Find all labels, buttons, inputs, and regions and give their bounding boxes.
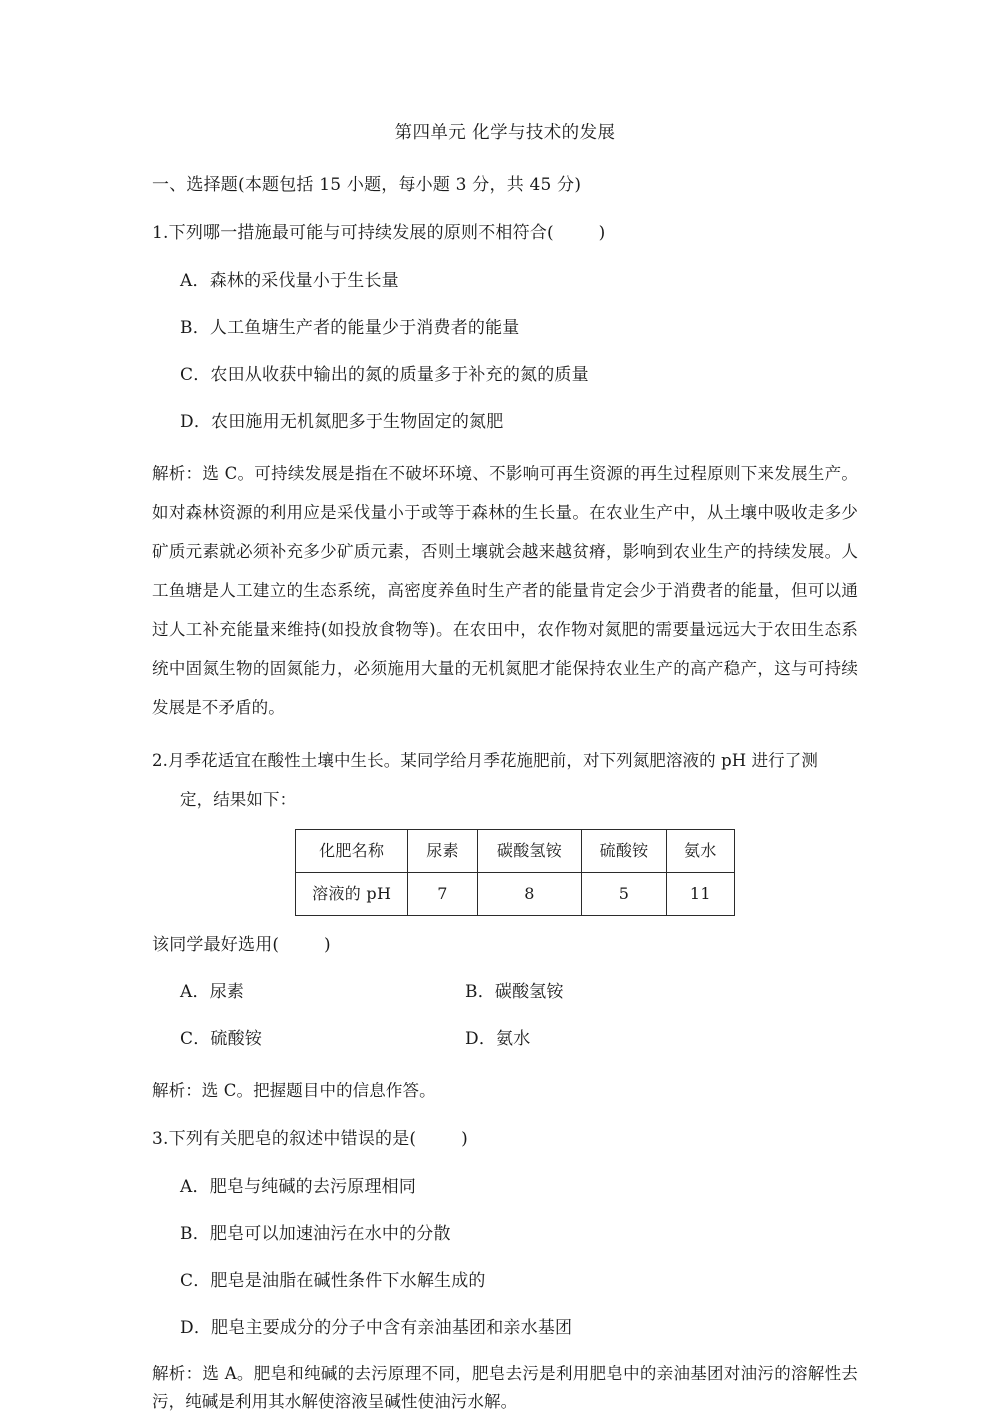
question-2-stem-line-2: 定，结果如下： [180,790,297,809]
question-3-explanation: 解析：选 A。肥皂和纯碱的去污原理不同，肥皂去污是利用肥皂中的亲油基团对油污的溶解性去污，纯碱是利用其水解使溶液呈碱性使油污水解。 [152,1364,858,1411]
question-1-option-b[interactable] [152,313,858,343]
question-2-options-row-2 [152,1024,858,1054]
option-text: 尿素 [209,982,245,1002]
fertilizer-ph-table [295,829,735,916]
section-heading: 一、选择题(本题包括 15 小题，每小题 3 分，共 45 分) [152,175,582,195]
option-marker: C． [180,365,211,385]
table-row-fertilizer-names [296,830,735,873]
option-text: 氨水 [496,1029,531,1049]
option-marker: A． [180,271,210,291]
page-title: 第四单元 化学与技术的发展 [394,123,616,143]
option-text: 农田从收获中输出的氮的质量多于补充的氮的质量 [210,365,589,385]
option-marker: B． [180,318,210,338]
question-2-option-a[interactable] [180,977,465,1007]
question-1-stem: 1.下列哪一措施最可能与可持续发展的原则不相符合( ) [152,223,606,243]
cell-fertilizer-1: 尿素 [408,830,477,873]
document-content [152,118,858,1426]
table-row-ph-values [296,873,735,916]
question-2-prompt: 该同学最好选用( ) [152,935,331,955]
option-text: 肥皂主要成分的分子中含有亲油基团和亲水基团 [211,1318,573,1338]
cell-fertilizer-2: 碳酸氢铵 [477,830,582,873]
option-marker: C． [180,1029,211,1049]
question-3-option-c[interactable] [152,1266,858,1296]
option-text: 肥皂与纯碱的去污原理相同 [209,1177,417,1197]
cell-ph-4: 11 [666,873,734,916]
option-text: 硫酸铵 [210,1029,263,1049]
question-3-option-a[interactable] [152,1172,858,1202]
question-2-option-d[interactable] [465,1024,858,1054]
option-text: 人工鱼塘生产者的能量少于消费者的能量 [209,318,520,338]
option-text: 农田施用无机氮肥多于生物固定的氮肥 [211,412,504,432]
cell-ph-2: 8 [477,873,582,916]
option-text: 肥皂可以加速油污在水中的分散 [209,1224,451,1244]
option-marker: A． [180,1177,210,1197]
question-3-option-d[interactable] [152,1313,858,1343]
question-2-option-b[interactable] [465,977,858,1007]
question-2-option-c[interactable] [180,1024,465,1054]
cell-fertilizer-3: 硫酸铵 [582,830,666,873]
cell-ph-3: 5 [582,873,666,916]
option-text: 森林的采伐量小于生长量 [209,271,399,291]
cell-fertilizer-4: 氨水 [666,830,734,873]
question-3-option-b[interactable] [152,1219,858,1249]
question-2-explanation: 解析：选 C。把握题目中的信息作答。 [152,1081,436,1100]
row-label-solution-ph: 溶液的 pH [296,873,408,916]
question-2-stem-line-1: 2.月季花适宜在酸性土壤中生长。某同学给月季花施肥前，对下列氮肥溶液的 pH 进行了测 [152,751,818,770]
question-1-option-a[interactable] [152,266,858,296]
question-3-stem: 3.下列有关肥皂的叙述中错误的是( ) [152,1129,468,1149]
option-marker: C． [180,1271,211,1291]
question-1-option-d[interactable] [152,407,858,437]
option-marker: A． [180,982,210,1002]
cell-ph-1: 7 [408,873,477,916]
question-1-explanation: 解析：选 C。可持续发展是指在不破坏环境、不影响可再生资源的再生过程原则下来发展生产。如对森林资源的利用应是采伐量小于或等于森林的生长量。在农业生产中，从土壤中吸收走多少矿质元素就必须补充多少矿质元素，否则土壤就会越来越贫瘠，影响到农业生产的持续发展。人工鱼塘是人工建立的生态系统，高密度养鱼时生产者的能量肯定会少于消费者的能量，但可以通过人工补充能量来维持(如投放食物等)。在农田中，农作物对氮肥的需要量远远大于农田生态系统中固氮生物的固氮能力，必须施用大量的无机氮肥才能保持农业生产的高产稳产，这与可持续发展是不矛盾的。 [152,464,858,717]
option-marker: D． [180,1318,212,1338]
option-marker: B． [180,1224,210,1244]
option-text: 碳酸氢铵 [494,982,564,1002]
option-marker: D． [465,1029,497,1049]
option-marker: B． [465,982,495,1002]
ph-table-container [152,829,858,916]
row-label-fertilizer-name: 化肥名称 [296,830,408,873]
question-1-option-c[interactable] [152,360,858,390]
option-text: 肥皂是油脂在碱性条件下水解生成的 [210,1271,486,1291]
option-marker: D． [180,412,212,432]
question-2-options-row-1 [152,977,858,1007]
